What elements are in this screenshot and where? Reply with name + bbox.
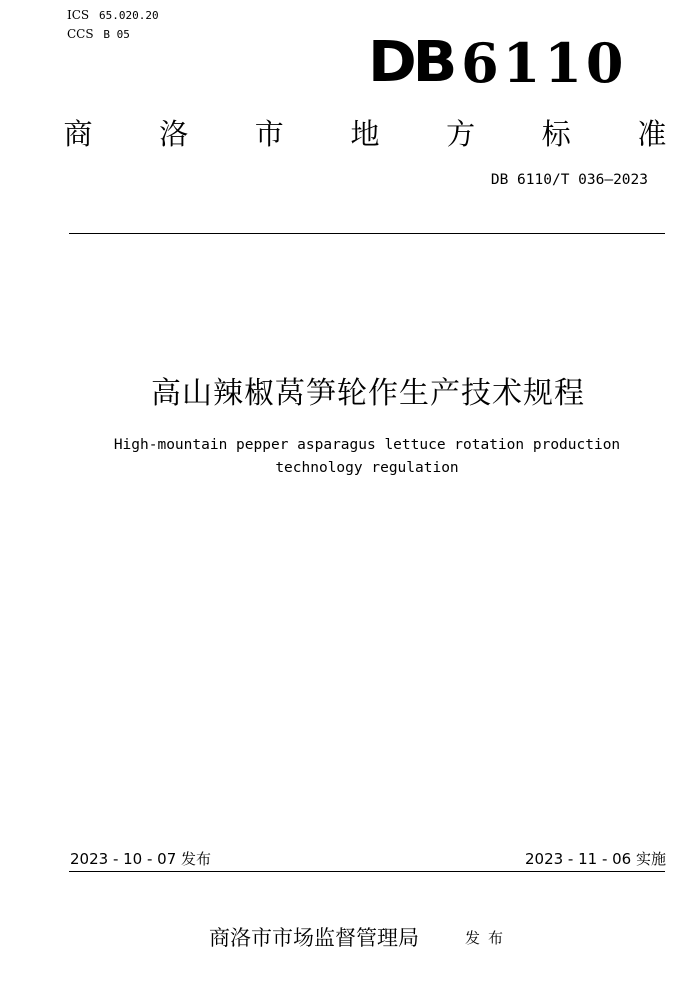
standard-number: DB 6110/T 036—2023	[490, 172, 648, 188]
issue-label: 发布	[465, 929, 512, 947]
standard-type-char: 标	[541, 117, 571, 151]
standard-type-title	[60, 112, 670, 153]
publish-date: 2023 - 10 - 07 发布	[70, 850, 212, 868]
standard-type-char: 地	[350, 117, 380, 151]
issuing-authority: 商洛市市场监督管理局	[209, 926, 419, 950]
ics-label: ICS	[67, 8, 90, 22]
ics-line	[67, 8, 159, 22]
ccs-line	[67, 27, 130, 41]
standard-type-char: 准	[637, 117, 667, 151]
header-divider	[69, 233, 665, 234]
standard-type-char: 洛	[159, 117, 189, 151]
implement-date: 2023 - 11 - 06 实施	[524, 850, 666, 868]
standard-type-char: 商	[63, 117, 93, 151]
document-title-chinese: 高山辣椒莴笋轮作生产技术规程	[151, 376, 585, 411]
ccs-label: CCS	[67, 27, 94, 41]
ccs-code: B 05	[103, 28, 130, 41]
ics-code: 65.020.20	[98, 9, 159, 22]
footer-divider	[69, 871, 665, 872]
document-title-english: High-mountain pepper asparagus lettuce rotation production technology regulation	[113, 437, 621, 476]
logo-region-code: 6110	[461, 31, 628, 95]
standard-type-char: 市	[254, 117, 284, 151]
db-logo	[368, 32, 627, 94]
logo-prefix: DB	[368, 30, 454, 95]
standard-type-char: 方	[446, 117, 476, 151]
